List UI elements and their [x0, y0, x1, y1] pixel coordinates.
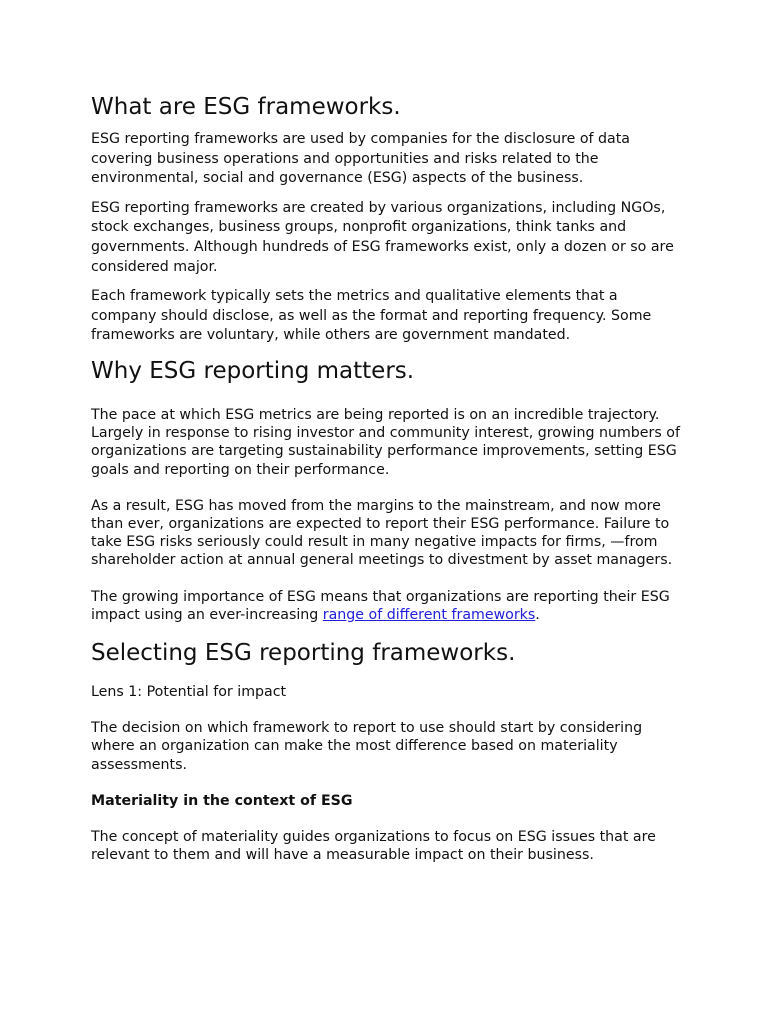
paragraph-esg-frameworks-definition: ESG reporting frameworks are used by companies for the disclosure of data covering business operations and opportunities and risks related to the environmental, social and governance (ESG) aspects of the business.	[91, 131, 630, 187]
paragraph-esg-mainstream: As a result, ESG has moved from the margins to the mainstream, and now more than ever, organizations are expected to report their ESG performance. Failure to take ESG risks seriously could result in many negative impacts for firms, —from shareholder action at annual general meetings to divestment by asset managers.	[91, 497, 673, 569]
section-selecting-esg-frameworks	[91, 639, 683, 864]
paragraph-esg-frameworks-creators: ESG reporting frameworks are created by various organizations, including NGOs, stock exchanges, business groups, nonprofit organizations, think tanks and governments. Although hundreds of ESG frameworks exist, only a dozen or so are considered major.	[91, 199, 674, 275]
heading-what-are-esg-frameworks: What are ESG frameworks.	[91, 94, 401, 120]
paragraph-esg-importance-end: .	[535, 606, 540, 623]
heading-selecting-esg-frameworks: Selecting ESG reporting frameworks.	[91, 639, 516, 666]
paragraph-materiality-concept: The concept of materiality guides organizations to focus on ESG issues that are relevant to them and will have a measurable impact on their business.	[91, 828, 656, 864]
section-why-esg-reporting-matters	[91, 357, 683, 624]
paragraph-esg-frameworks-metrics: Each framework typically sets the metrics and qualitative elements that a company should disclose, as well as the format and reporting frequency. Some frameworks are voluntary, while others are government mandated.	[91, 288, 652, 344]
subheading-materiality: Materiality in the context of ESG	[91, 792, 353, 809]
paragraph-esg-pace: The pace at which ESG metrics are being reported is on an incredible trajectory. Largely in response to rising investor and community interest, growing numbers of organizations are targeting sustainability performance improvements, setting ESG goals and reporting on their performance.	[91, 406, 680, 478]
heading-why-esg-reporting-matters: Why ESG reporting matters.	[91, 357, 415, 384]
paragraph-esg-importance	[91, 588, 683, 624]
lens-label: Lens 1: Potential for impact	[91, 683, 287, 700]
range-of-frameworks-link[interactable]: range of different frameworks	[322, 606, 536, 623]
section-what-are-esg-frameworks	[91, 93, 683, 346]
paragraph-framework-decision: The decision on which framework to report to use should start by considering where an organization can make the most difference based on materiality assessments.	[91, 720, 643, 773]
paragraph-esg-importance-text: The growing importance of ESG means that organizations are reporting their ESG impact using an ever-increasing	[91, 588, 670, 623]
document-page	[91, 93, 683, 864]
